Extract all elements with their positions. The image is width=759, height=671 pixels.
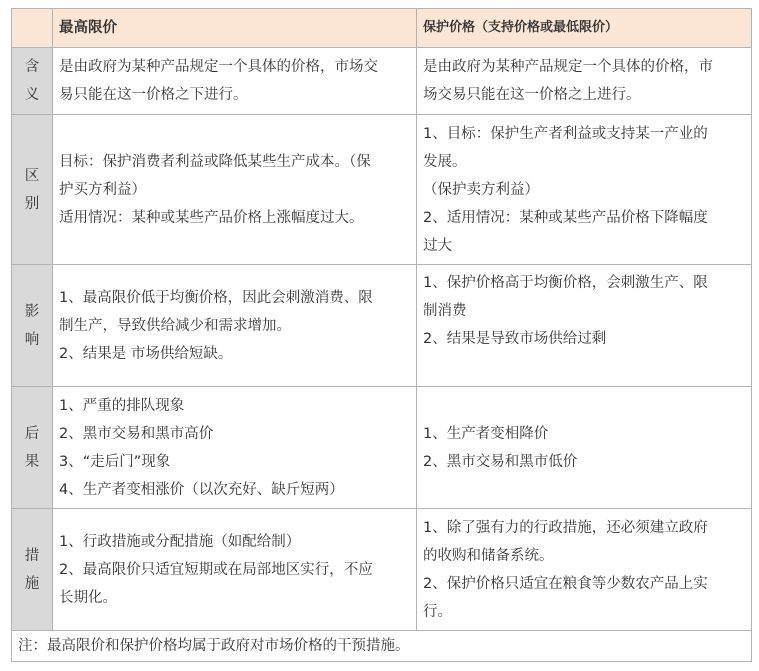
header-row <box>12 9 752 48</box>
cell-max-price: 目标：保护消费者利益或降低某些生产成本。（保 护买方利益） 适用情况：某种或某些产品价格上涨幅度过大。 <box>53 115 417 265</box>
cell-max-price: 是由政府为某种产品规定一个具体的价格，市场交 易只能在这一价格之下进行。 <box>53 48 417 115</box>
cell-max-price: 1、严重的排队现象 2、黑市交易和黑市高价 3、“走后门”现象 4、生产者变相涨价（以次充好、缺斤短两） <box>53 387 417 509</box>
row-label: 区 别 <box>12 115 53 265</box>
cell-support-price: 1、除了强有力的行政措施，还必须建立政府 的收购和储备系统。 2、保护价格只适宜在粮食等少数农产品上实 行。 <box>417 509 752 631</box>
row-label: 后 果 <box>12 387 53 509</box>
cell-max-price: 1、最高限价低于均衡价格，因此会刺激消费、限 制生产，导致供给减少和需求增加。 2、结果是 市场供给短缺。 <box>53 265 417 387</box>
table-row <box>12 509 752 631</box>
table-row <box>12 115 752 265</box>
cell-support-price: 1、生产者变相降价 2、黑市交易和黑市低价 <box>417 387 752 509</box>
row-label: 影 响 <box>12 265 53 387</box>
row-label: 措 施 <box>12 509 53 631</box>
table-row <box>12 48 752 115</box>
header-support-price: 保护价格（支持价格或最低限价） <box>417 9 752 48</box>
row-label: 含 义 <box>12 48 53 115</box>
comparison-table <box>11 8 752 662</box>
corner-cell <box>12 9 53 48</box>
table-row <box>12 265 752 387</box>
header-max-price: 最高限价 <box>53 9 417 48</box>
note-row <box>12 631 752 662</box>
cell-support-price: 是由政府为某种产品规定一个具体的价格，市 场交易只能在这一价格之上进行。 <box>417 48 752 115</box>
footnote: 注：最高限价和保护价格均属于政府对市场价格的干预措施。 <box>12 631 752 662</box>
cell-support-price: 1、保护价格高于均衡价格，会刺激生产、限 制消费 2、结果是导致市场供给过剩 <box>417 265 752 387</box>
cell-max-price: 1、行政措施或分配措施（如配给制） 2、最高限价只适宜短期或在局部地区实行，不应 长期化。 <box>53 509 417 631</box>
table-row <box>12 387 752 509</box>
cell-support-price: 1、目标：保护生产者利益或支持某一产业的 发展。 （保护卖方利益） 2、适用情况：某种或某些产品价格下降幅度 过大 <box>417 115 752 265</box>
